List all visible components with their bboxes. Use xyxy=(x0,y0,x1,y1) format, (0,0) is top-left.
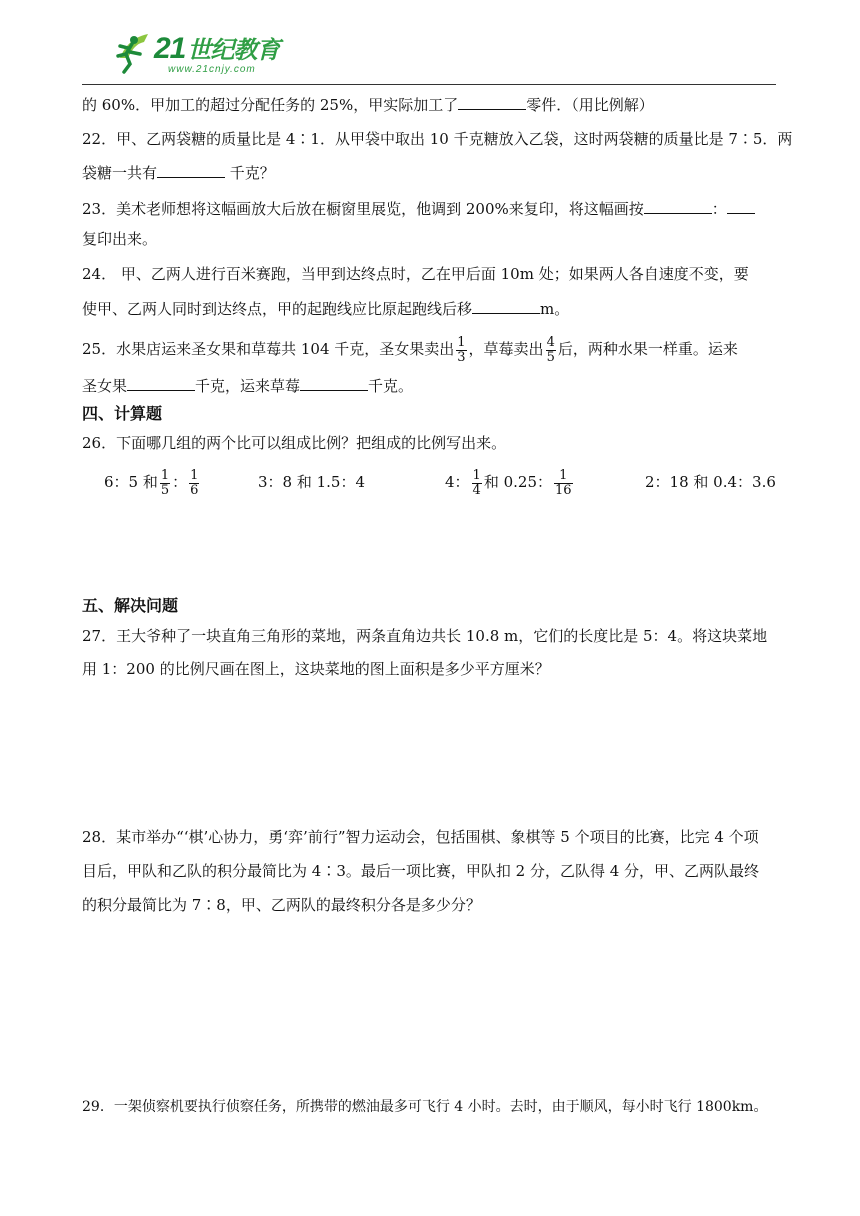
ratio-pair-1: 6：5 和 $\frac{1}{5}$ ： $\frac{1}{6}$ xyxy=(104,467,199,498)
answer-blank[interactable] xyxy=(300,374,368,391)
q24-line-1: 24． 甲、乙两人进行百米赛跑，当甲到达终点时，乙在甲后面 10m 处；如果两人各自速度不变，要 xyxy=(82,265,749,283)
q23-colon: ： xyxy=(711,200,727,218)
answer-blank[interactable] xyxy=(157,161,225,178)
q25-line-1 xyxy=(82,334,738,365)
q24-text-b: m。 xyxy=(540,300,570,318)
q27-line-2: 用 1：200 的比例尺画在图上，这块菜地的图上面积是多少平方厘米？ xyxy=(82,660,550,678)
fraction: $\frac{1}{16}$ xyxy=(555,467,572,498)
logo-url: www.21cnjy.com xyxy=(168,64,256,75)
fraction: $\frac{1}{6}$ xyxy=(190,467,199,498)
q26-prompt: 26．下面哪几组的两个比可以组成比例？把组成的比例写出来。 xyxy=(82,434,507,452)
fraction: $\frac{1}{4}$ xyxy=(472,467,481,498)
q22-line-2 xyxy=(82,161,275,183)
q25-text-b: ，草莓卖出 xyxy=(468,340,544,358)
fraction: $\frac{1}{5}$ xyxy=(160,467,170,498)
header-divider xyxy=(82,84,776,85)
q28-line-1: 28．某市举办“‘棋’心协力，勇‘弈’前行”智力运动会，包括围棋、象棋等 5 个项目的比赛，比完 4 个项 xyxy=(82,828,759,846)
q21-text-a: 的 60%．甲加工的超过分配任务的 25%，甲实际加工了 xyxy=(82,96,459,114)
q23-line-1 xyxy=(82,197,755,219)
fraction: $\frac{1}{3}$ xyxy=(457,334,466,365)
answer-blank[interactable] xyxy=(127,374,195,391)
q21-text-b: 零件．（用比例解） xyxy=(526,96,654,114)
q25-text-a: 25．水果店运来圣女果和草莓共 104 千克，圣女果卖出 xyxy=(82,340,455,358)
answer-blank[interactable] xyxy=(458,93,526,110)
q22-text-a: 袋糖一共有 xyxy=(82,164,158,182)
section-title-problem-solving: 五、解决问题 xyxy=(82,596,179,615)
q25-text-c: 后，两种水果一样重。运来 xyxy=(557,340,738,358)
section-title-calculation: 四、计算题 xyxy=(82,404,163,423)
ratio-pair-4: 2：18 和 0.4：3.6 xyxy=(645,473,776,491)
q22-text-b: 千克？ xyxy=(225,164,275,182)
q22-line-1: 22．甲、乙两袋糖的质量比是 4∶1．从甲袋中取出 10 千克糖放入乙袋，这时两袋糖的质量比是 7∶5．两 xyxy=(82,130,793,148)
ratio-pair-2: 3：8 和 1.5：4 xyxy=(258,473,366,491)
q25-text-a2: 圣女果 xyxy=(82,377,128,395)
q28-line-3: 的积分最简比为 7∶8，甲、乙两队的最终积分各是多少分？ xyxy=(82,896,481,914)
answer-blank[interactable] xyxy=(472,297,540,314)
q24-text-a: 使甲、乙两人同时到达终点，甲的起跑线应比原起跑线后移 xyxy=(82,300,473,318)
q25-text-b2: 千克，运来草莓 xyxy=(195,377,301,395)
fraction: $\frac{4}{5}$ xyxy=(546,334,555,365)
logo xyxy=(110,28,280,76)
logo-wordmark: 21世纪教育 xyxy=(154,32,280,65)
page-header xyxy=(0,0,860,90)
answer-blank[interactable] xyxy=(644,197,712,214)
q24-line-2 xyxy=(82,297,569,319)
q28-line-2: 目后，甲队和乙队的积分最简比为 4∶3。最后一项比赛，甲队扣 2 分，乙队得 4 分，甲、乙两队最终 xyxy=(82,862,760,880)
q23-line-2: 复印出来。 xyxy=(82,230,158,248)
runner-logo-icon xyxy=(110,28,156,74)
q29-line-1: 29．一架侦察机要执行侦察任务，所携带的燃油最多可飞行 4 小时。去时，由于顺风，每小时飞行 1800km。 xyxy=(82,1099,768,1115)
q25-line-2 xyxy=(82,374,413,396)
answer-blank[interactable] xyxy=(727,197,755,214)
q21-tail-line xyxy=(82,93,654,115)
q25-text-c2: 千克。 xyxy=(368,377,414,395)
q27-line-1: 27．王大爷种了一块直角三角形的菜地，两条直角边共长 10.8 m，它们的长度比是 5：4。将这块菜地 xyxy=(82,627,768,645)
q23-text-a: 23．美术老师想将这幅画放大后放在橱窗里展览，他调到 200%来复印，将这幅画按 xyxy=(82,200,644,218)
ratio-pair-3: 4： $\frac{1}{4}$ 和 0.25： $\frac{1}{16}$ xyxy=(445,467,572,498)
